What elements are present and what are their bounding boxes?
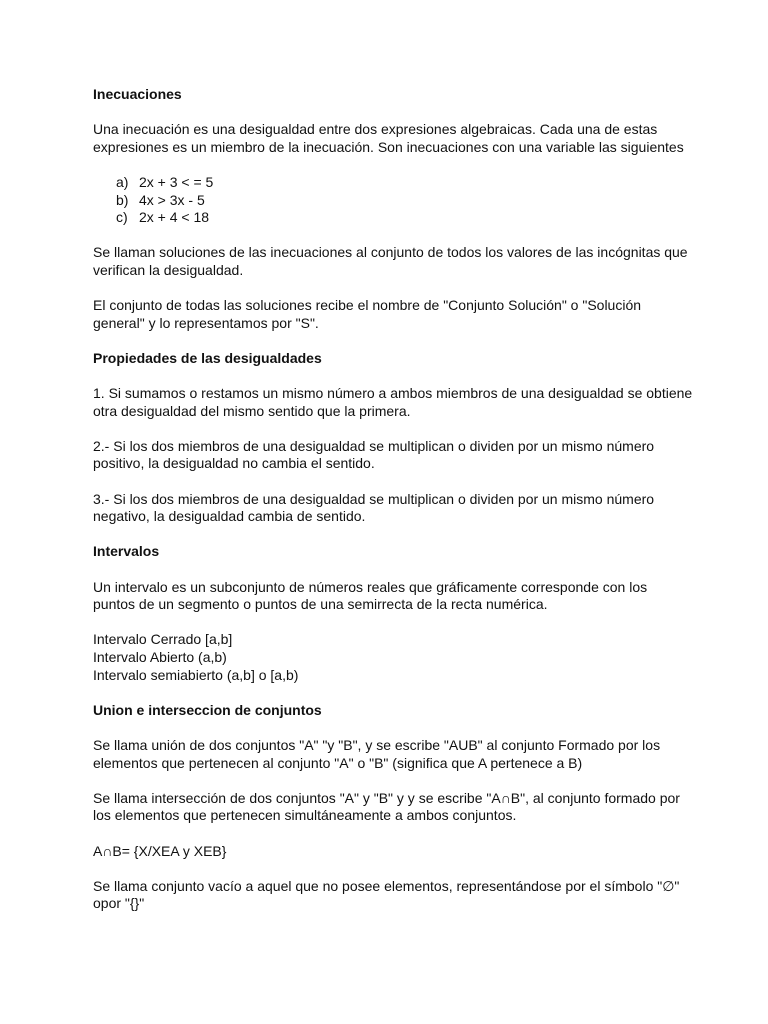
list-marker: c) (116, 209, 128, 226)
interval-type-line: Intervalo Abierto (a,b) (93, 649, 227, 665)
list-marker: a) (116, 173, 129, 190)
heading-inecuaciones: Inecuaciones (93, 86, 182, 102)
document-page (93, 86, 693, 913)
list-item-text: 2x + 3 < = 5 (139, 173, 214, 190)
list-marker: b) (116, 191, 129, 208)
interval-type-line: Intervalo Cerrado [a,b] (93, 631, 233, 648)
paragraph-intervalos-intro: Un intervalo es un subconjunto de números reales que gráficamente corresponde con los puntos de un segmento o puntos de una semirrecta de la recta numérica. (93, 578, 648, 613)
heading-propiedades: Propiedades de las desigualdades (93, 349, 322, 366)
paragraph-intersection-def: Se llama intersección de dos conjuntos "A" y "B" y y se escribe "A∩B", al conjunto formado por los elementos que pertenecen simultáneamente a ambos conjuntos. (93, 789, 680, 824)
heading-union: Union e interseccion de conjuntos (93, 701, 322, 718)
paragraph-property-3: 3.- Si los dos miembros de una desigualdad se multiplican o dividen por un mismo número negativo, la desigualdad cambia de sentido. (93, 490, 655, 525)
list-item-text: 4x > 3x - 5 (139, 191, 205, 208)
paragraph-property-2: 2.- Si los dos miembros de una desigualdad se multiplican o dividen por un mismo número positivo, la desigualdad no cambia el sentido. (93, 437, 655, 472)
paragraph-formula: A∩B= {X/XEA y XEB} (93, 842, 227, 859)
list-item (116, 209, 693, 227)
list-item (116, 192, 693, 210)
examples-list (93, 174, 693, 227)
paragraph-empty-set: Se llama conjunto vacío a aquel que no posee elementos, representándose por el símbolo "∅" opor "{}" (93, 877, 680, 912)
paragraph-solutions: Se llaman soluciones de las inecuaciones al conjunto de todos los valores de las incógnitas que verifican la desigualdad. (93, 244, 688, 278)
heading-intervalos: Intervalos (93, 543, 160, 560)
interval-types (93, 631, 693, 684)
paragraph-solution-set: El conjunto de todas las soluciones recibe el nombre de "Conjunto Solución" o "Solución general" y lo representamos por "S". (93, 297, 642, 331)
interval-type-line: Intervalo semiabierto (a,b] o [a,b) (93, 666, 299, 683)
list-item-text: 2x + 4 < 18 (139, 209, 210, 226)
paragraph-inecuaciones-intro: Una inecuación es una desigualdad entre dos expresiones algebraicas. Cada una de estas expresiones es un miembro de la inecuación. Son inecuaciones con una variable las siguientes (93, 121, 684, 155)
paragraph-union-def: Se llama unión de dos conjuntos "A" "y "B", y se escribe "AUB" al conjunto Formado por los elementos que pertenecen al conjunto "A" o "B" (significa que A pertenece a B) (93, 736, 661, 771)
list-item (116, 174, 693, 192)
paragraph-property-1: 1. Si sumamos o restamos un mismo número a ambos miembros de una desigualdad se obtiene otra desigualdad del mismo sentido que la primera. (93, 385, 693, 419)
